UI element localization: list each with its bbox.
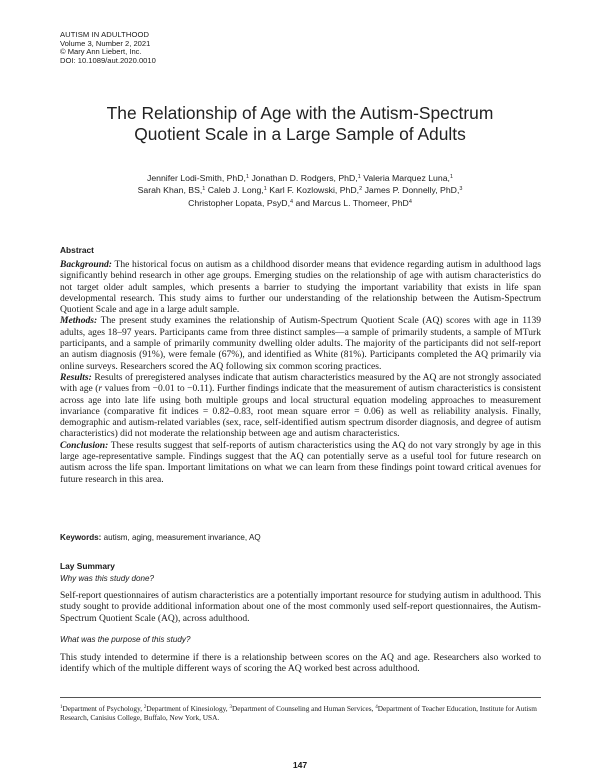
author: Jennifer Lodi-Smith, PhD,$^1$	[146, 173, 250, 183]
article-title-line1: The Relationship of Age with the Autism-Spectrum	[106, 103, 494, 123]
author: Caleb J. Long,$^1$	[207, 185, 267, 196]
lay-summary-answer-2: This study intended to determine if there is a relationship between scores on the AQ and age. Researchers also worked to identify which of the multiple different ways of scoring the AQ worked best across adulthood.	[60, 652, 541, 675]
journal-doi: DOI: 10.1089/aut.2020.0010	[60, 55, 156, 65]
lay-summary-question-2: What was the purpose of this study?	[60, 635, 191, 644]
author: Christopher Lopata, PsyD,$^4$	[188, 197, 294, 208]
author: and Marcus L. Thomeer, PhD$^4$	[295, 197, 412, 208]
affiliations-footnote: $^1$Department of Psychology, $^2$Department of Kinesiology, $^3$Department of Counseling and Human Services, $^4$Department of Teacher Education, Institute for Autism Research, Canisius College, Buffalo, New York, USA.	[60, 704, 537, 723]
lay-summary-heading: Lay Summary	[60, 561, 115, 571]
author: Karl F. Kozlowski, PhD,$^2$	[269, 185, 363, 196]
lay-summary-question-1: Why was this study done?	[60, 574, 155, 583]
abstract-background: Background: The historical focus on autism as a childhood disorder means that evidence regarding autism in adulthood lags significantly behind research in other age groups. Emerging studies on the relationship of age with autism characteristics do not target older adult samples, which presents a barrier to studying the important variability that exists in life span developmental research. This study aims to further our understanding of the relationship between the Autism-Spectrum Quotient Scale and age in a large adult sample.	[60, 259, 541, 316]
keywords	[60, 533, 261, 542]
journal-info	[60, 31, 156, 65]
abstract-heading: Abstract	[60, 245, 94, 255]
keywords-label: Keywords:	[60, 533, 102, 542]
author: James P. Donnelly, PhD,$^3$	[364, 185, 463, 196]
abstract-body	[60, 259, 541, 485]
footnote-divider	[60, 697, 541, 698]
abstract-methods: Methods: The present study examines the relationship of Autism-Spectrum Quotient Scale (AQ) scores with age in 1139 adults, ages 18–97 years. Participants came from three distinct samples—a sample of primarily students, a sample of MTurk participants, and a sample of primarily community dwelling older adults. The majority of the participants did not self-report an autism diagnosis (91%), were female (67%), and identified as White (81%). Participants completed the AQ primarily via online surveys. Researchers scored the AQ following six common scoring practices.	[60, 315, 541, 372]
author-list	[60, 172, 540, 209]
article-title	[40, 103, 560, 145]
journal-copyright: © Mary Ann Liebert, Inc.	[60, 47, 142, 57]
article-title-line2: Quotient Scale in a Large Sample of Adults	[134, 124, 466, 144]
abstract-conclusion: Conclusion: These results suggest that self-reports of autism characteristics using the AQ do not vary strongly by age in this large age-representative sample. Findings suggest that the AQ can potentially serve as a useful tool for future research on autism across the life span. Important limitations on what we can learn from these findings point toward critical avenues for future research in this area.	[60, 439, 541, 485]
author: Jonathan D. Rodgers, PhD,$^1$	[251, 173, 361, 183]
page-number: 147	[292, 760, 308, 770]
keywords-text: autism, aging, measurement invariance, AQ	[101, 533, 261, 542]
journal-volume: Volume 3, Number 2, 2021	[60, 38, 151, 48]
abstract-results: Results: Results of preregistered analyses indicate that autism characteristics measured by the AQ are not strongly associated with age (r values from −0.01 to −0.11). Further findings indicate that the measurement of autism characteristics is consistent across age into late life using both multiple groups and local structural equation modeling approaches to measurement invariance (comparative fit indices = 0.82–0.83, root mean square error = 0.06) as well as reliability analysis. Finally, demographic and autism-related variables (sex, race, self-identified autism spectrum disorder diagnosis, and degree of autism characteristics) did not moderate the relationship between age and autism characteristics.	[60, 371, 541, 440]
journal-name: AUTISM IN ADULTHOOD	[60, 30, 150, 39]
lay-summary-answer-1: Self-report questionnaires of autism characteristics are a potentially important resource for studying autism in adulthood. This study sought to provide additional information about one of the most commonly used self-report questionnaires, the Autism-Spectrum Quotient Scale (AQ), across adulthood.	[60, 590, 541, 624]
author: Valeria Marquez Luna,$^1$	[363, 173, 454, 183]
author: Sarah Khan, BS,$^1$	[137, 185, 206, 196]
